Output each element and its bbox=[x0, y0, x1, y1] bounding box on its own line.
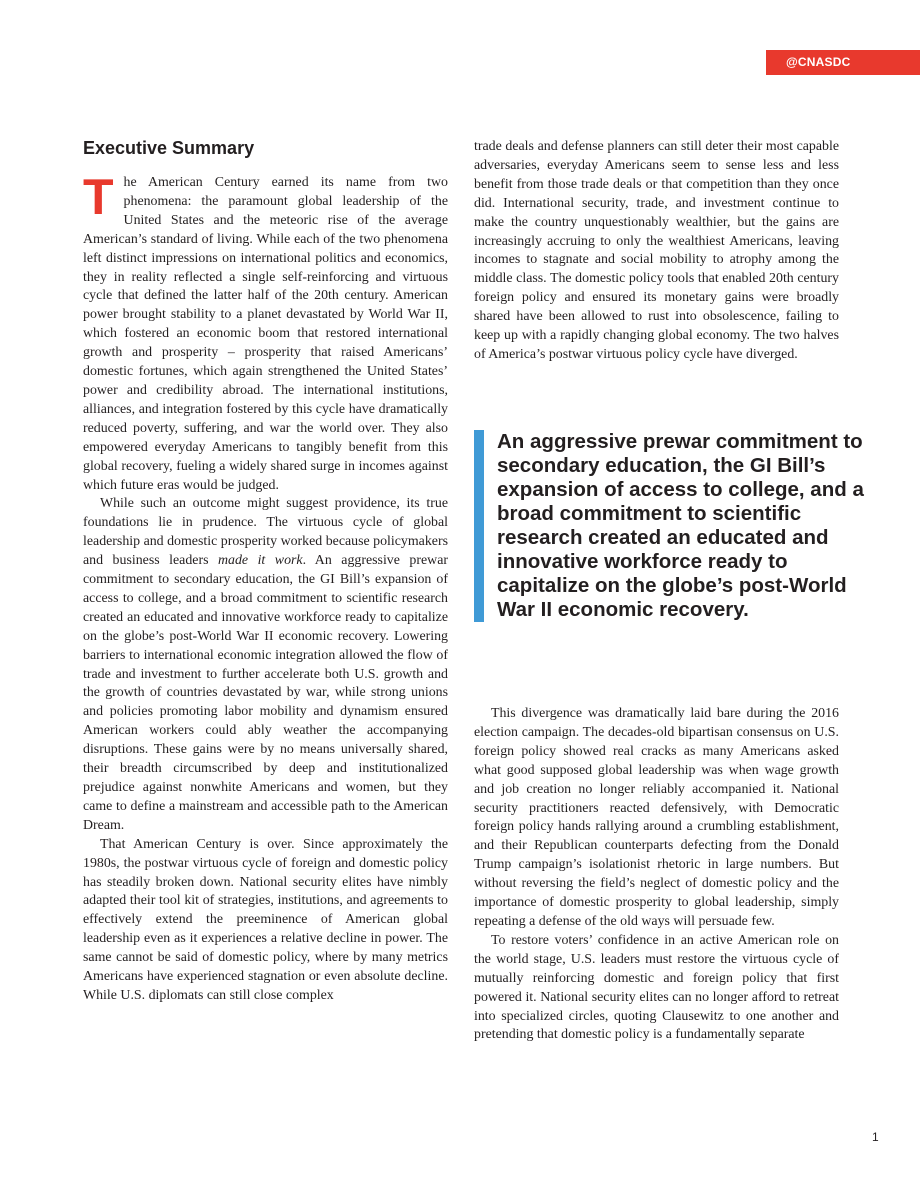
drop-cap: T bbox=[83, 169, 114, 225]
paragraph-prudence-emphasis: made it work bbox=[217, 553, 303, 569]
paragraph-intro bbox=[83, 169, 448, 495]
paragraph-restore: To restore voters’ confidence in an active American role on the world stage, U.S. leaders must restore the virtuous cycle of mutually reinforcing domestic and foreign policy that first powered it. National security elites can no longer afford to retreat into specialized circles, quoting Clausewitz to one another and pretending that domestic policy is a fundamentally separate bbox=[474, 932, 839, 1043]
paragraph-trade-deals: trade deals and defense planners can still deter their most capable adversaries, everyday Americans seem to sense less and less benefit from those trade deals or that competition than they once did. International security, trade, and investment continue to make the country unquestionably wealthier, but the gains are increasingly accruing to only the wealthiest Americans, leaving incomes to stagnate and social mobility to atrophy among the middle class. The domestic policy tools that enabled 20th century foreign policy and ensured its monetary gains were broadly shared have been allowed to rust into obsolescence, failing to keep up with a rapidly changing global economy. The two halves of America’s postwar virtuous policy cycle have diverged. bbox=[474, 139, 839, 362]
paragraph-prudence bbox=[83, 495, 448, 835]
twitter-handle-tag: @CNASDC bbox=[766, 50, 920, 75]
pull-quote: An aggressive prewar commitment to secondary education, the GI Bill’s expansion of access to college, and a broad commitment to scientific research created an educated and innovative workforce ready to capitalize on the globe’s post-World War II economic recovery. bbox=[474, 430, 877, 622]
paragraph-prudence-text-a: While such an outcome might suggest providence, its true foundations lie in prudence. The virtuous cycle of global leadership and domestic prosperity worked because policymakers and business leaders bbox=[83, 496, 448, 569]
paragraph-intro-text: he American Century earned its name from two phenomena: the paramount global leadership of the United States and the meteoric rise of the average American’s standard of living. While each of the two phenomena left distinct impressions on international politics and economics, they in reality reflected a single self-reinforcing and virtuous cycle that defined the latter half of the 20th century. American power brought stability to a planet devastated by World War II, which fostered an economic boom that restored international growth and prosperity – prosperity that raised Americans’ domestic fortunes, which again strengthened the United States’ power and credibility abroad. The international institutions, alliances, and integration fostered by this cycle have dramatically reduced poverty, suffering, and war the world over. They also empowered everyday Americans to tangibly benefit from this global recovery, fueling a widely shared surge in incomes against which future eras would be judged. bbox=[83, 175, 448, 493]
right-column-bottom bbox=[474, 705, 839, 1045]
paragraph-divergence: This divergence was dramatically laid bare during the 2016 election campaign. The decades-old bipartisan consensus on U.S. foreign policy showed real cracks as many Americans asked what good supposed global leadership was when wage growth and job creation no longer reliably accompanied it. National security practitioners reacted defensively, with Democratic foreign policy hands rallying around a crumbling establishment, and their Republican counterparts defecting from the Donald Trump campaign’s isolationist rhetoric in large numbers. But without reversing the field’s neglect of domestic policy and the importance of domestic prosperity to global leadership, simply repeating a defense of the old ways will persuade few. bbox=[474, 706, 839, 929]
left-column bbox=[83, 138, 448, 1006]
page-number: 1 bbox=[872, 1130, 879, 1144]
right-column-top bbox=[474, 138, 839, 365]
paragraph-century-over: That American Century is over. Since approximately the 1980s, the postwar virtuous cycle of foreign and domestic policy has steadily broken down. National security elites have nimbly adapted their tool kit of strategies, institutions, and agreements to effectively extend the preeminence of American global leadership even as it experiences a relative decline in power. The same cannot be said of domestic policy, where by many metrics Americans have experienced stagnation or even absolute decline. While U.S. diplomats can still close complex bbox=[83, 836, 448, 1003]
section-title: Executive Summary bbox=[83, 138, 255, 158]
paragraph-prudence-text-b: . An aggressive prewar commitment to secondary education, the GI Bill’s expansion of access to college, and a broad commitment to scientific research created an educated and innovative workforce ready to capitalize on the globe’s post-World War II economic recovery. Lowering barriers to international economic integration allowed the flow of trade and investment to further accelerate both U.S. growth and the growth of countries devastated by war, while strong unions and policies promoting labor mobility and dynamism ensured American workers could ably weather the accompanying disruptions. These gains were by no means universally shared, their breadth circumscribed by deep and institutionalized prejudice against nonwhite Americans and women, but they came to define a mainstream and accessible path to the American Dream. bbox=[83, 553, 448, 833]
